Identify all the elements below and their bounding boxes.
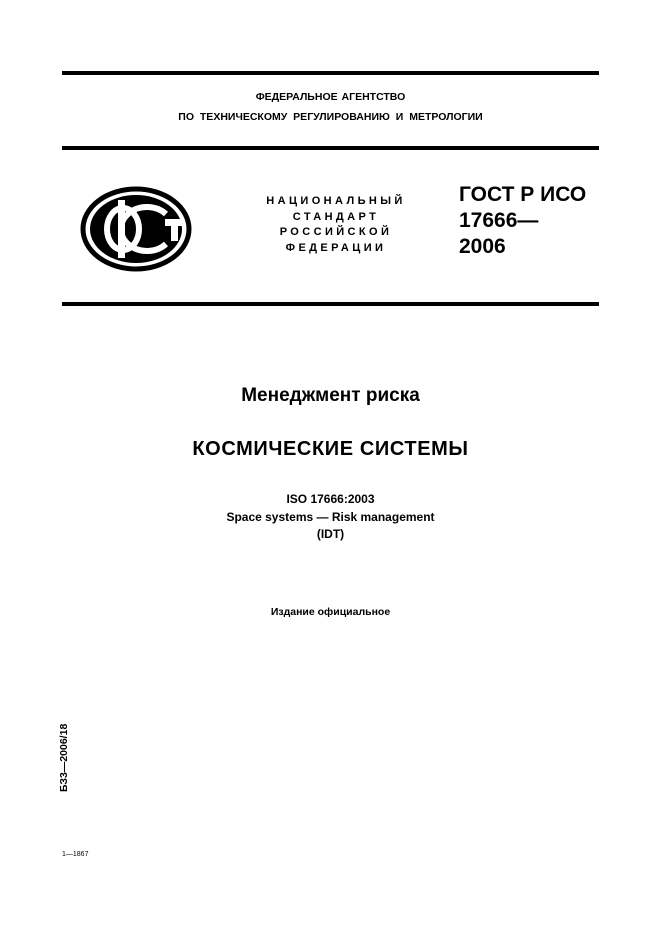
iso-number: ISO 17666:2003 [286, 492, 375, 506]
national-standard-line4: ФЕДЕРАЦИИ [285, 241, 387, 254]
document-title: Менеджмент риска [241, 385, 420, 406]
document-subtitle: КОСМИЧЕСКИЕ СИСТЕМЫ [192, 438, 469, 460]
designation-line1: ГОСТ Р ИСО [459, 183, 587, 206]
national-standard-block [246, 194, 426, 256]
pct-logo-icon [80, 186, 192, 272]
national-standard-line2: СТАНДАРТ [292, 210, 380, 223]
national-standard-line3: РОССИЙСКОЙ [279, 226, 393, 238]
designation-line3: 2006 [459, 235, 506, 258]
top-rule [62, 71, 599, 75]
iso-equivalence-degree: (IDT) [316, 527, 345, 541]
gost-certification-logo [80, 186, 192, 272]
agency-name-line1: ФЕДЕРАЛЬНОЕ АГЕНТСТВО [255, 91, 406, 103]
iso-reference-block [62, 491, 599, 544]
iso-english-title: Space systems — Risk management [226, 509, 435, 524]
national-standard-line1: НАЦИОНАЛЬНЫЙ [266, 195, 406, 207]
title-divider-rule [62, 302, 599, 306]
designation-line2: 17666— [459, 209, 539, 232]
header-divider-rule [62, 146, 599, 150]
publication-side-code: БЗ3—2006/18 [58, 723, 70, 792]
agency-name-line2: ПО ТЕХНИЧЕСКОМУ РЕГУЛИРОВАНИЮ И МЕТРОЛОГИИ [178, 111, 483, 123]
print-order-code: 1—1867 [62, 851, 89, 858]
standard-designation [459, 182, 586, 260]
edition-label: Издание официальное [270, 606, 391, 618]
